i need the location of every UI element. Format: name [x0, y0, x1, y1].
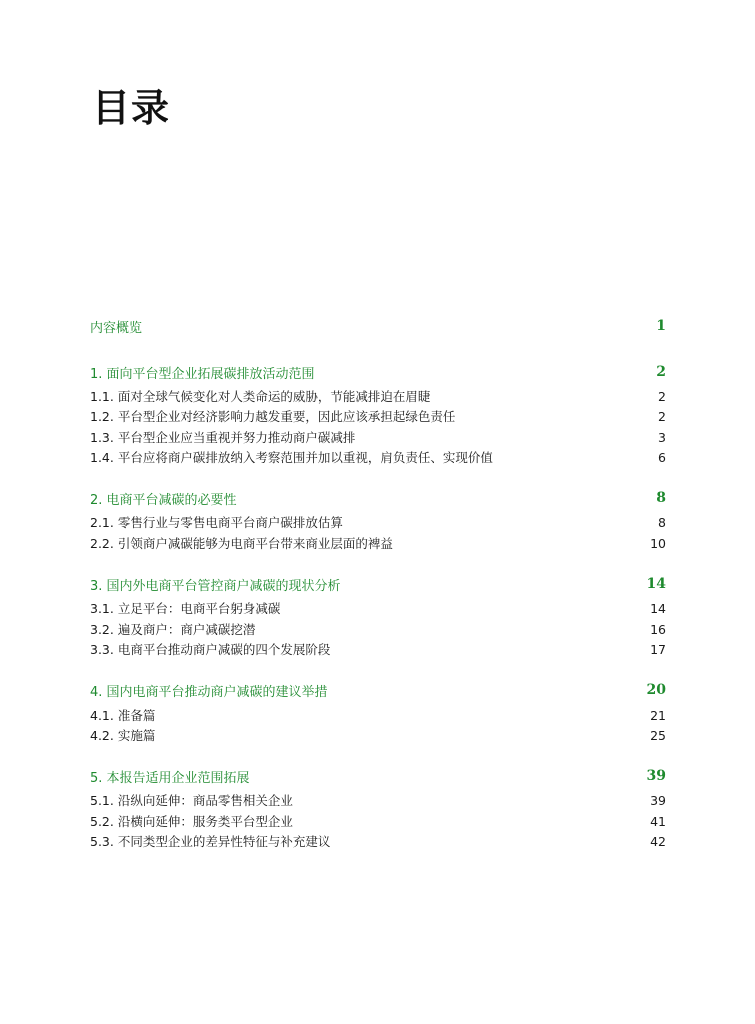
toc-section-2[interactable] [90, 488, 666, 508]
toc-item-4-2[interactable] [90, 725, 666, 745]
toc-section-3[interactable] [90, 574, 666, 594]
toc-item-page: 16 [650, 621, 666, 637]
toc-item-page: 2 [658, 388, 666, 404]
toc-item-page: 8 [658, 514, 666, 530]
toc-item-label: 4.1. 准备篇 [90, 708, 156, 723]
toc-item-3-2[interactable] [90, 619, 666, 639]
toc-entry-label: 内容概览 [90, 320, 143, 336]
toc-item-2-2[interactable] [90, 533, 666, 553]
toc-item-5-1[interactable] [90, 790, 666, 810]
toc-item-page: 42 [650, 833, 666, 849]
toc-section-label: 3. 国内外电商平台管控商户减碳的现状分析 [90, 578, 341, 594]
toc-item-page: 3 [658, 429, 666, 445]
toc-item-2-1[interactable] [90, 512, 666, 532]
toc-item-label: 1.1. 面对全球气候变化对人类命运的威胁，节能减排迫在眉睫 [90, 389, 431, 404]
toc-item-label: 2.2. 引领商户减碳能够为电商平台带来商业层面的裨益 [90, 536, 393, 551]
toc-item-3-1[interactable] [90, 598, 666, 618]
toc-item-label: 3.3. 电商平台推动商户减碳的四个发展阶段 [90, 642, 331, 657]
toc-section-label: 4. 国内电商平台推动商户减碳的建议举措 [90, 684, 328, 700]
toc-section-5[interactable] [90, 766, 666, 786]
toc-item-label: 3.1. 立足平台：电商平台躬身减碳 [90, 601, 281, 616]
toc-entry-page: 1 [656, 318, 666, 334]
toc-item-page: 25 [650, 727, 666, 743]
toc-section-label: 2. 电商平台减碳的必要性 [90, 492, 237, 508]
page-title: 目录 [92, 85, 171, 130]
toc-item-page: 6 [658, 449, 666, 465]
toc-section-page: 2 [656, 364, 666, 380]
toc-item-label: 1.2. 平台型企业对经济影响力越发重要，因此应该承担起绿色责任 [90, 409, 456, 424]
toc-item-label: 3.2. 遍及商户：商户减碳挖潜 [90, 622, 256, 637]
toc-item-1-2[interactable] [90, 406, 666, 426]
toc-item-page: 41 [650, 813, 666, 829]
toc-item-page: 14 [650, 600, 666, 616]
toc-item-1-3[interactable] [90, 427, 666, 447]
toc-item-1-1[interactable] [90, 386, 666, 406]
toc-section-4[interactable] [90, 680, 666, 700]
toc-item-3-3[interactable] [90, 639, 666, 659]
toc-item-label: 2.1. 零售行业与零售电商平台商户碳排放估算 [90, 515, 343, 530]
toc-item-label: 5.1. 沿纵向延伸：商品零售相关企业 [90, 793, 293, 808]
toc-section-label: 5. 本报告适用企业范围拓展 [90, 770, 250, 786]
toc-item-label: 1.3. 平台型企业应当重视并努力推动商户碳减排 [90, 430, 356, 445]
toc-item-page: 39 [650, 792, 666, 808]
toc-item-label: 5.3. 不同类型企业的差异性特征与补充建议 [90, 834, 331, 849]
toc-section-page: 8 [656, 490, 666, 506]
toc-item-page: 10 [650, 535, 666, 551]
toc-section-page: 14 [646, 576, 666, 592]
toc-item-label: 1.4. 平台应将商户碳排放纳入考察范围并加以重视，肩负责任、实现价值 [90, 450, 493, 465]
toc-section-1[interactable] [90, 362, 666, 382]
toc-section-label: 1. 面向平台型企业拓展碳排放活动范围 [90, 366, 315, 382]
toc-item-page: 17 [650, 641, 666, 657]
toc-item-page: 2 [658, 408, 666, 424]
toc-item-label: 4.2. 实施篇 [90, 728, 156, 743]
toc-item-page: 21 [650, 707, 666, 723]
toc-item-5-3[interactable] [90, 831, 666, 851]
toc-section-page: 39 [646, 768, 666, 784]
toc-section-page: 20 [646, 682, 666, 698]
toc-item-5-2[interactable] [90, 811, 666, 831]
toc-item-4-1[interactable] [90, 705, 666, 725]
toc-item-label: 5.2. 沿横向延伸：服务类平台型企业 [90, 814, 293, 829]
toc-entry-overview[interactable] [90, 316, 666, 336]
toc-item-1-4[interactable] [90, 447, 666, 467]
